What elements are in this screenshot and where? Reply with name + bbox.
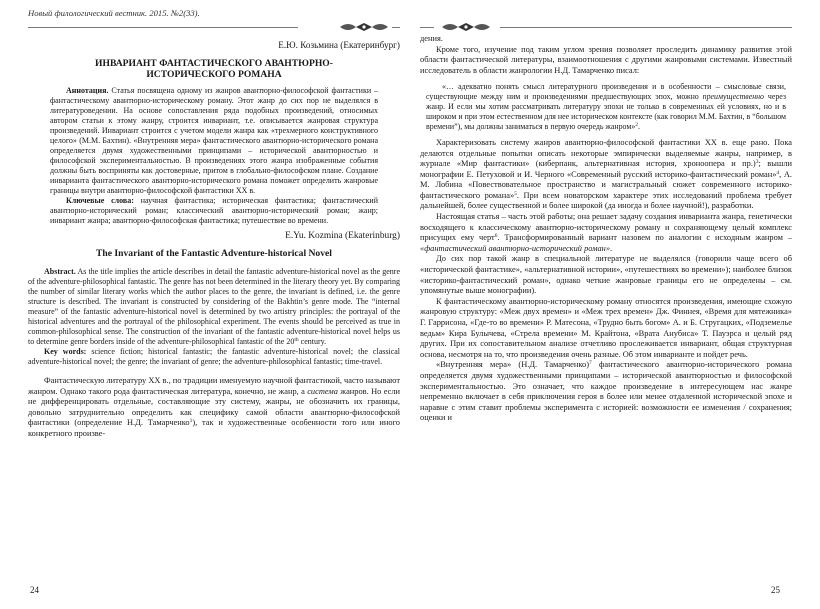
emphasis-text: преимущественно	[702, 92, 764, 102]
body-paragraph	[420, 212, 792, 254]
keywords-en-label: Key words:	[44, 346, 87, 356]
article-title-ru: ИНВАРИАНТ ФАНТАСТИЧЕСКОГО АВАНТЮРНО-ИСТОРИЧЕСКОГО РОМАНА	[95, 57, 333, 80]
header-rule-lead	[420, 27, 434, 28]
header-rule	[500, 27, 792, 28]
quote-text: .	[638, 122, 641, 131]
body-paragraph: дения.	[420, 34, 443, 43]
keywords-en-text: science fiction; historical fantastic; the fantastic adventure-historical novel; the classical adventure-historical novel; the genre; the invariant of genre; the adventure-philosophical fantastic; time-travel.	[28, 346, 401, 366]
abstract-en-label: Abstract.	[44, 266, 76, 276]
body-text: фантастического авантюрно-исторического романа определяется двумя художественными принципами – исторической авантюрностью и философской экспериментальностью. Это означает, что каждое произведение в интересующем нас жанре непременно включает в себя приключения героя в более или менее отдаленной исторической эпохе и наравне с этим ставит проблемы эксперимента с историей: возможности ее изменения / сохранения; оценки и	[420, 360, 792, 423]
body-paragraph	[420, 360, 792, 424]
emphasis-text: система	[307, 386, 338, 396]
abstract-ru	[28, 86, 400, 225]
footnote-sup: 6	[494, 233, 498, 240]
author-ru: Е.Ю. Козьмина (Екатеринбург)	[278, 40, 400, 50]
body-text: Настоящая статья – часть этой работы; она решает задачу создания инварианта жанра, генетически восходящего к классическому авантюрно-историческому роману и сохраняющему целый комплекс присущих ему черт	[420, 212, 792, 243]
journal-running-title: Новый филологический вестник. 2015. №2(33).	[28, 8, 200, 18]
ornament-icon	[338, 20, 390, 34]
keywords-text: научная фантастика; историческая фантастика; фантастический авантюрно-исторический роман; классический авантюрно-исторический роман; жанр; инвариант жанра; авантюрно-философская фантастика; путешествие во времени.	[50, 195, 378, 225]
ornament-icon	[440, 20, 492, 34]
body-text: Характеризовать систему жанров авантюрно-философской фантастики XX в. еще рано. Пока делаются отдельные попытки описать некоторые эмпирически выделяемые жанры, например, в журнале «Мир фантастики» (киберпанк, альтернативная история, хроноопера и пр.)	[420, 137, 792, 169]
body-text: «Внутренняя мера» (Н.Д. Тамарченко)	[436, 360, 589, 370]
emphasis-text: «фантастический авантюрно-исторический роман»	[420, 243, 611, 253]
footnote-sup: 2	[635, 122, 639, 128]
abstract-text: Статья посвящена одному из жанров авантюрно-философской фантастики – фантастическому авантюрно-историческому роману. Этот жанр до сих пор не выделялся в литературоведении. На основе сопоставления ряда подобных произведений, относимых автором статьи к этому жанру, строится инвариант, т.е. описывается жанровая структура произведений. Инвариант строится с учетом модели жанра как «трехмерного конструктивного целого» (М.М. Бахтин). «Внутренняя мера» фантастического авантюрно-исторического романа определяется двумя художественными принципами – исторической авантюрностью и философской экспериментальностью. В произведениях этого жанра изображенные события должны быть восприняты как достоверные, притом в глобально-философском плане. Создание инварианта фантастического авантюрно-исторического романа поможет определить жанровые границы внутри авантюрно-философской фантастики XX в.	[50, 86, 379, 195]
block-quote	[420, 82, 792, 132]
body-text: ; вышли монографии Е. Петуховой и И. Черного «Современный русский историко-фантастический роман»	[420, 159, 792, 179]
body-text: .	[610, 243, 613, 253]
keywords-label: Ключевые слова:	[66, 195, 134, 205]
page-number-right: 25	[771, 585, 780, 595]
page-number-left: 24	[30, 585, 39, 595]
body-paragraph: Кроме того, изучение под таким углом зрения позволяет проследить динамику развития этой области фантастической литературы, взаимоотношения с другими жанровыми системами. Известный исследователь в области жанрологии Н.Д. Тамарченко писал:	[420, 44, 792, 75]
left-page-header	[28, 8, 400, 30]
footnote-sup: 4	[776, 169, 780, 176]
body-text: жанров. Но если не дифференцировать отдельные, составляющие эту систему, жанры, не обозначить их границы, довольно затруднительно определить как специфику самой области авантюрно-философской фантастики (определение Н.Д. Тамарченко	[28, 386, 400, 428]
right-page-header	[420, 8, 792, 30]
author-en: E.Yu. Kozmina (Ekaterinburg)	[285, 230, 400, 241]
right-page	[420, 34, 792, 424]
body-paragraph: К фантастическому авантюрно-историческому роману относятся произведения, имеющие схожую жанровую структуру: «Меж двух времен» и «Меж трех времен» Дж. Финнея, «Время для мятежника» Г. Гаррисона, «Где-то во времени» Р. Матесона, «Трудно быть богом» А. и Б. Стругацких, «Подземелье ведьм» Кира Булычева, «Стрела времени» М. Крайтона, «Врата Анубиса» Т. Пауэрса и целый ряд других. При их сопоставительном анализе отчетливо прослеживается инвариант, общая структурная основа, несмотря на то, что произведения очень разные. Об этом инварианте и пойдет речь.	[420, 296, 792, 359]
body-text: ), так и художественные особенности того или иного конкретного произве-	[28, 418, 400, 438]
header-rule	[28, 27, 298, 28]
footnote-sup: 5	[514, 190, 517, 197]
left-page	[28, 34, 400, 440]
body-text: . Трансформированный вариант назовем по аналогии с исходным жанром –	[497, 233, 793, 243]
footnote-sup: 3	[755, 159, 759, 166]
abstract-en	[28, 267, 400, 367]
quote-text: «… адекватно понять смысл литературного произведения и в особенности – смысловые связи, существующие между ним и произведениями предшествующих эпох, можно	[426, 82, 786, 102]
article-title-en: The Invariant of the Fantastic Adventure-historical Novel	[96, 248, 332, 260]
abstract-en-tail: century.	[298, 336, 327, 346]
body-text: , А. М. Лобина «Повествовательное пространство и магистральный сюжет современного историко-фантастического романа»	[420, 169, 792, 200]
abstract-label: Аннотация.	[66, 86, 109, 96]
footnote-sup: 7	[589, 360, 592, 367]
body-text: . При всем новаторском характере этих исследований проблема требует дальнейшей, более существенной и более широкой (да иногда и более научной!), разработки.	[420, 190, 792, 211]
quote-text: через жанр. И если мы хотим рассматривать литературу эпохи не только в современных ей условиях, но и в широком и при этом естественном для нее историческом контексте (как говорил М.М. Бахтин, в “большом времени”), мы должны заниматься в первую очередь жанром»	[426, 92, 787, 131]
footnote-sup: 1	[189, 418, 193, 425]
body-text: Фантастическую литературу XX в., по традиции именуемую научной фантастикой, часто называют жанром. Однако такого рода фантастическая литература, конечно, не жанр, а	[28, 375, 400, 396]
header-rule-tail	[392, 27, 400, 28]
body-paragraph	[28, 376, 400, 440]
abstract-en-text: As the title implies the article describes in detail the fantastic adventure-historical novel as the genre of the adventure-philosophical fantastic. The genre has not been determined in the literary theory yet. By comparing the number of similar literary works which the author places to the genre, the invariant is defined, i.e. the genre structure is described. The invariant is constructed by considering of the Bakhtin’s genre mode. The “internal measure” of the fantastic adventure-historical novel is determined by two artistry principles: the portrayal of the historical adventures and the portrayal of the philosophical experiment. The events should be perceived as true in common-philosophical sense. The construction of the invariant of the fantastic adventure-historical novel helps us to determine genre borders inside of the adventure-philosophical fantastic of the 20	[28, 266, 401, 346]
footnote-sup: th	[294, 336, 299, 343]
body-paragraph: До сих пор такой жанр в специальной литературе не выделялся (говорили чаще всего об «исторической фантастике», «альтернативной истории», «путешествиях во времени»); наиболее близок «историко-фантастический роман», однако четкие жанровые границы его не определены – см. упомянутые выше монографии).	[420, 254, 792, 296]
body-paragraph	[420, 138, 792, 212]
